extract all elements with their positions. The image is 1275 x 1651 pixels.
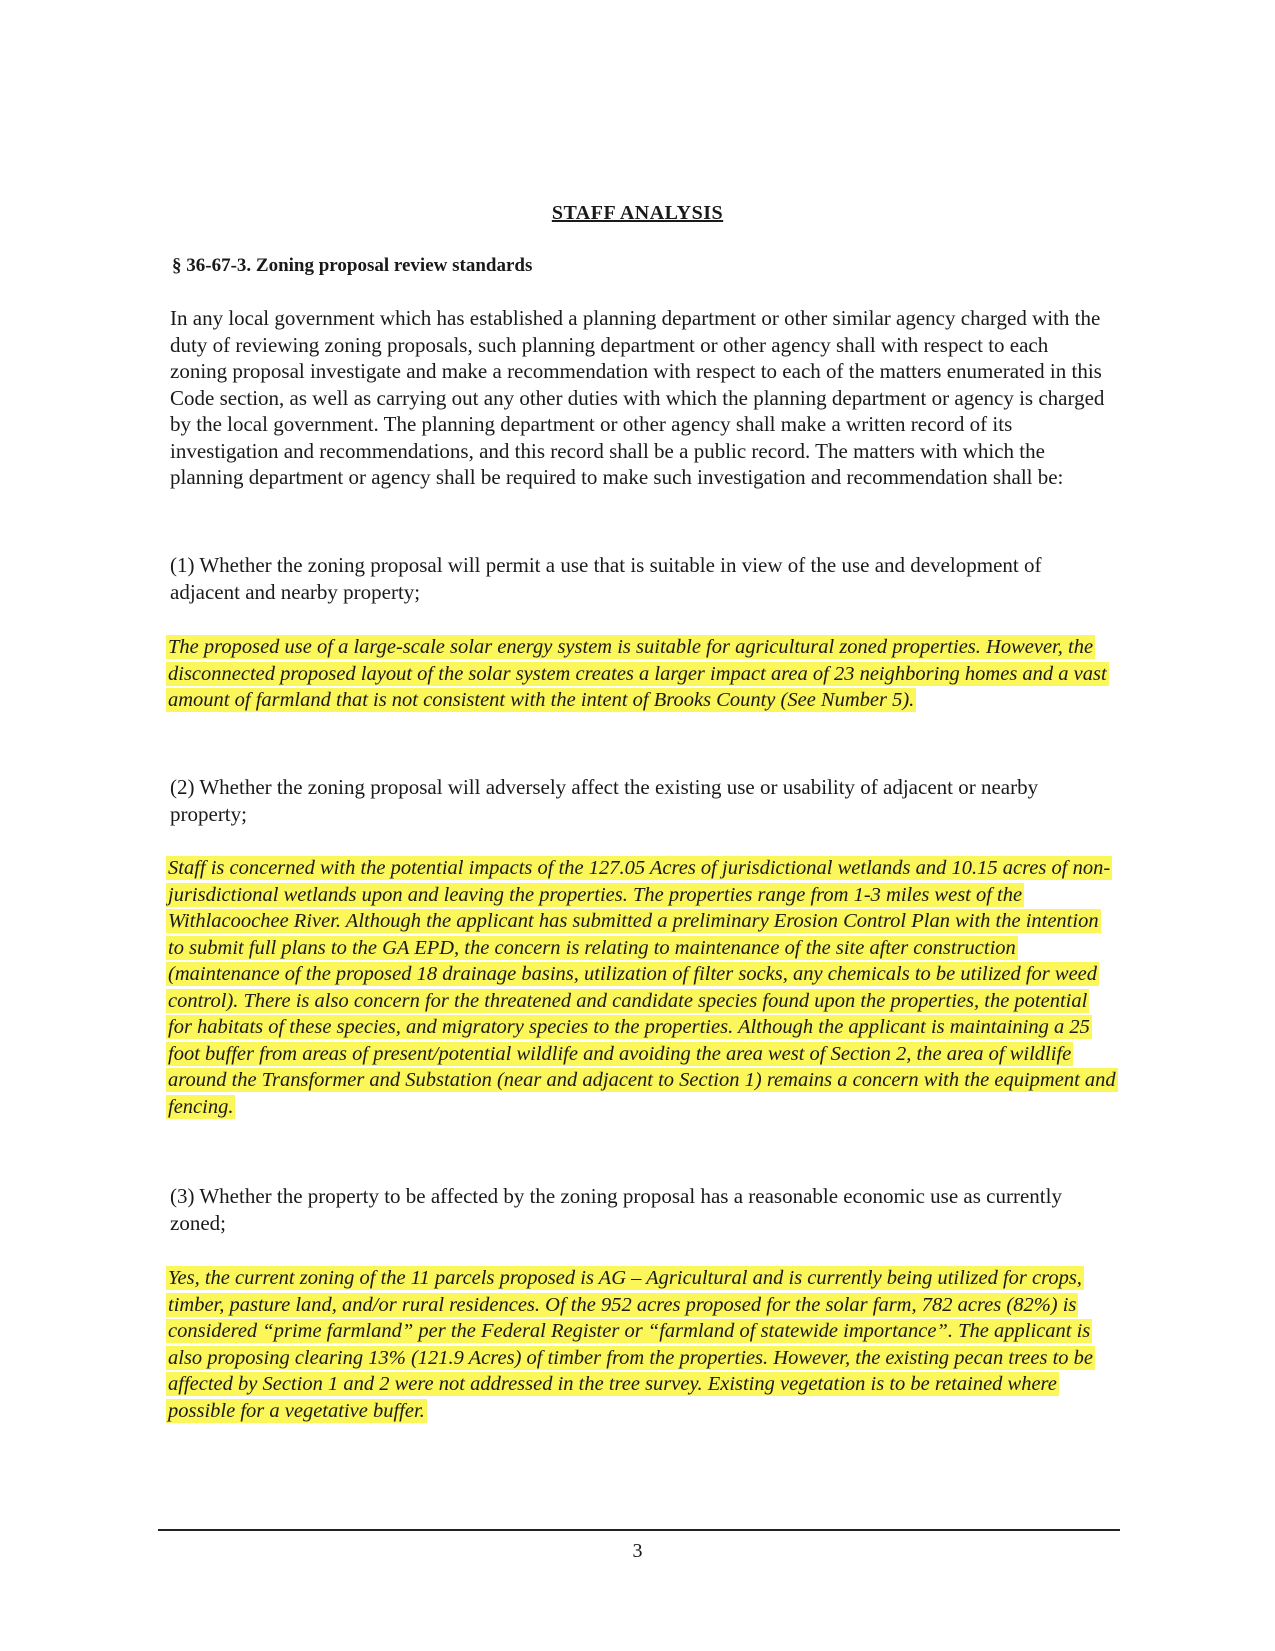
standard-question-3: (3) Whether the property to be affected by the zoning proposal has a reasonable economic use as currently zoned; [170, 1184, 1062, 1235]
standard-question-1: (1) Whether the zoning proposal will permit a use that is suitable in view of the use and development of adjacent and nearby property; [170, 553, 1042, 604]
staff-answer-2 [166, 855, 1116, 1120]
intro-paragraph: In any local government which has established a planning department or other similar agency charged with the duty of reviewing zoning proposals, such planning department or other agency shall with respect to each zoning proposal investigate and make a recommendation with respect to each of the matters enumerated in this Code section, as well as carrying out any other duties with which the planning department or agency is charged by the local government. The planning department or other agency shall make a written record of its investigation and recommendations, and this record shall be a public record. The matters with which the planning department or agency shall be required to make such investigation and recommendation shall be: [170, 306, 1105, 489]
section-heading: § 36-67-3. Zoning proposal review standards [172, 255, 533, 276]
highlighted-answer-text: Staff is concerned with the potential impacts of the 127.05 Acres of jurisdictional wetlands and 10.15 acres of non-jurisdictional wetlands upon and leaving the properties. The properties range from 1-3 miles west of the Withlacoochee River. Although the applicant has submitted a preliminary Erosion Control Plan with the intention to submit full plans to the GA EPD, the concern is relating to maintenance of the site after construction (maintenance of the proposed 18 drainage basins, utilization of filter socks, any chemicals to be utilized for weed control). There is also concern for the threatened and candidate species found upon the properties, the potential for habitats of these species, and migratory species to the properties. Although the applicant is maintaining a 25 foot buffer from areas of present/potential wildlife and avoiding the area west of Section 2, the area of wildlife around the Transformer and Substation (near and adjacent to Section 1) remains a concern with the equipment and fencing. [168, 857, 1116, 1118]
highlighted-answer-text: The proposed use of a large-scale solar energy system is suitable for agricultural zoned properties. However, the disconnected proposed layout of the solar system creates a larger impact area of 23 neighboring homes and a vast amount of farmland that is not consistent with the intent of Brooks County (See Number 5). [168, 636, 1107, 711]
staff-answer-1 [166, 634, 1116, 714]
page-number: 3 [632, 1540, 643, 1562]
standard-question-2: (2) Whether the zoning proposal will adversely affect the existing use or usability of adjacent or nearby property; [170, 775, 1039, 826]
staff-answer-3 [166, 1265, 1116, 1424]
highlighted-answer-text: Yes, the current zoning of the 11 parcels proposed is AG – Agricultural and is currently being utilized for crops, timber, pasture land, and/or rural residences. Of the 952 acres proposed for the solar farm, 782 acres (82%) is considered “prime farmland” per the Federal Register or “farmland of statewide importance”. The applicant is also proposing clearing 13% (121.9 Acres) of timber from the properties. However, the existing pecan trees to be affected by Section 1 and 2 were not addressed in the tree survey. Existing vegetation is to be retained where possible for a vegetative buffer. [168, 1267, 1094, 1422]
page-title: STAFF ANALYSIS [551, 202, 724, 224]
footer-divider [158, 1529, 1120, 1531]
